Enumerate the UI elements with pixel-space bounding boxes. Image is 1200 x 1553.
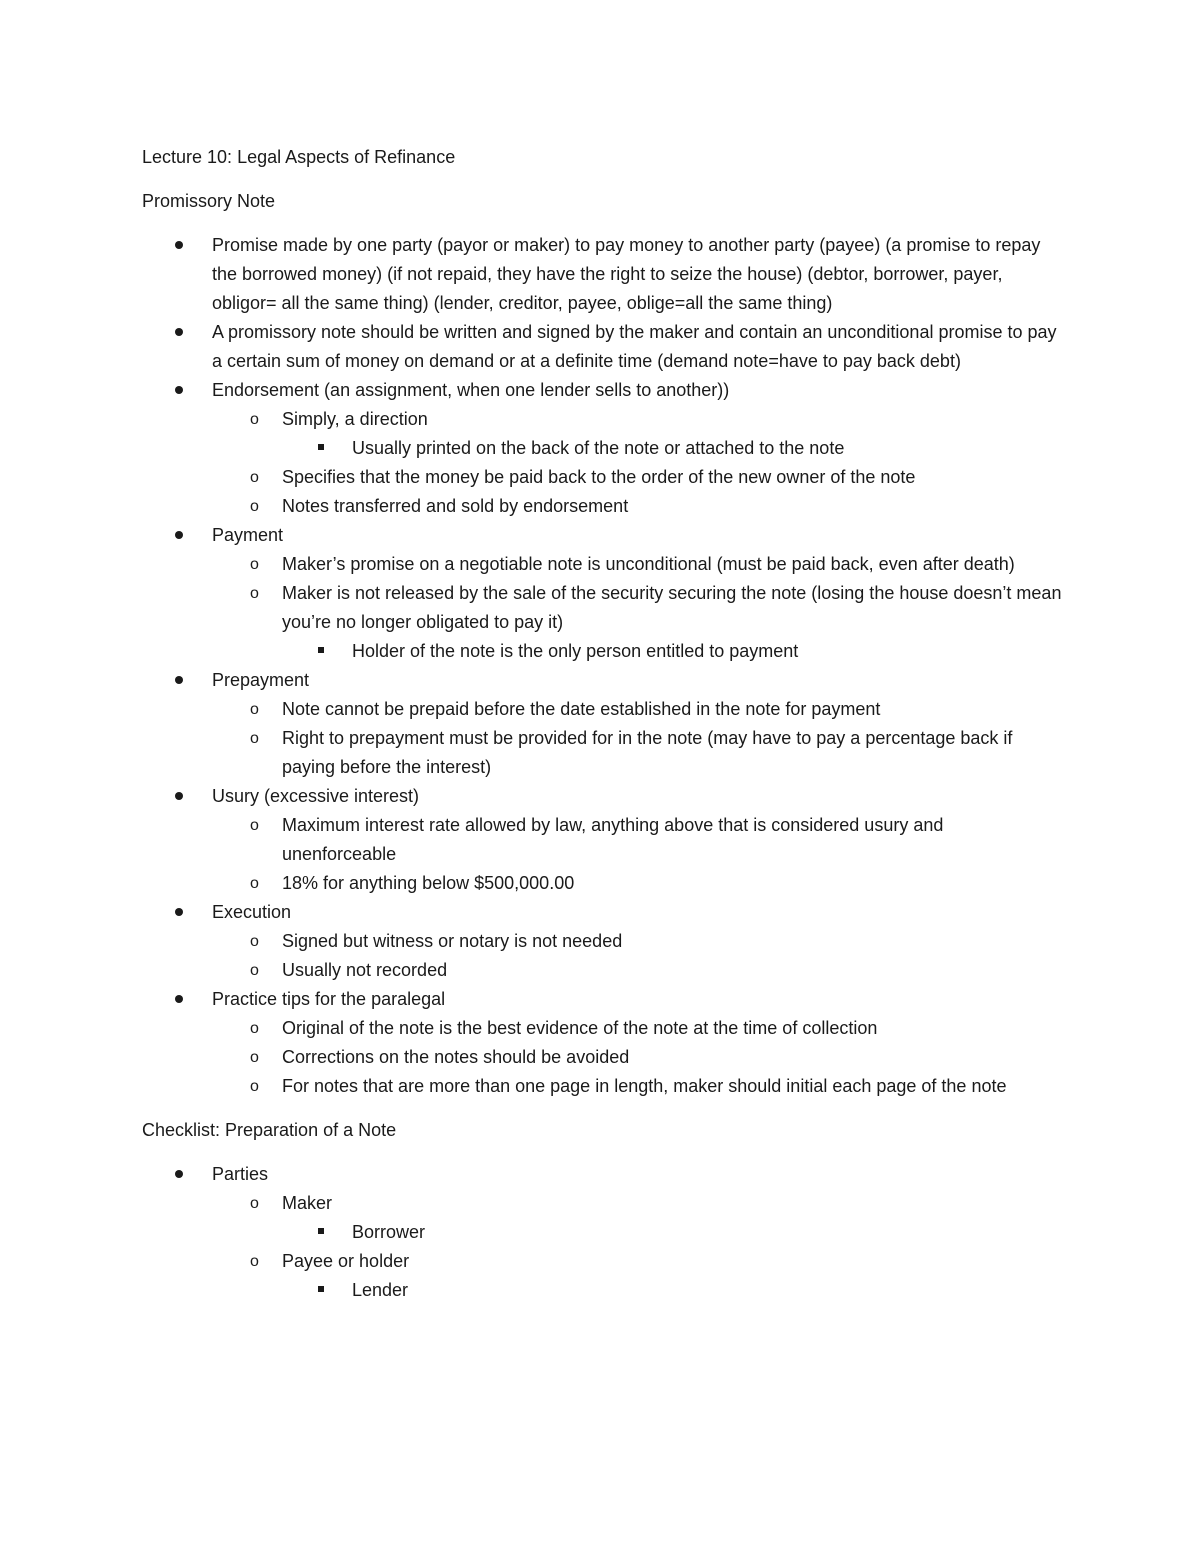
list-item-level-2 xyxy=(142,956,1062,985)
list-item-level-1 xyxy=(142,666,1062,695)
bullet-o-marker: o xyxy=(250,875,259,892)
list-item-text: Endorsement (an assignment, when one lender sells to another)) xyxy=(212,380,730,400)
bullet-dot-icon xyxy=(175,376,183,405)
list-item-level-1 xyxy=(142,1160,1062,1189)
list-item-level-1 xyxy=(142,521,1062,550)
list-item-level-2 xyxy=(142,1189,1062,1218)
list-item-text: Promise made by one party (payor or maker) to pay money to another party (payee) (a promise to repay the borrowed money) (if not repaid, they have the right to seize the house) (debtor, borrower, payer, obligor= all the same thing) (lender, creditor, payee, oblige=all the same thing) xyxy=(212,235,1041,313)
checklist-list xyxy=(142,1160,1062,1305)
list-item-text: Original of the note is the best evidence of the note at the time of collection xyxy=(282,1018,878,1038)
list-item-text: Signed but witness or notary is not needed xyxy=(282,931,623,951)
list-item-level-2 xyxy=(142,550,1062,579)
list-item-level-2 xyxy=(142,1043,1062,1072)
list-item-level-2 xyxy=(142,579,1062,637)
bullet-dot-icon xyxy=(175,898,183,927)
promissory-note-list xyxy=(142,231,1062,1101)
list-item-text: Prepayment xyxy=(212,670,310,690)
list-item-level-2 xyxy=(142,927,1062,956)
bullet-o-marker: o xyxy=(250,1253,259,1270)
bullet-o-marker: o xyxy=(250,556,259,573)
bullet-o-marker: o xyxy=(250,817,259,834)
list-item-text: 18% for anything below $500,000.00 xyxy=(282,873,575,893)
bullet-dot-icon xyxy=(175,318,183,347)
list-item-level-1 xyxy=(142,782,1062,811)
list-item-text: Corrections on the notes should be avoided xyxy=(282,1047,630,1067)
list-item-level-2 xyxy=(142,463,1062,492)
list-item-text: Specifies that the money be paid back to the order of the new owner of the note xyxy=(282,467,916,487)
bullet-dot-icon xyxy=(175,666,183,695)
list-item-text: Holder of the note is the only person entitled to payment xyxy=(352,641,799,661)
list-item-level-1 xyxy=(142,231,1062,318)
list-item-text: Borrower xyxy=(352,1222,426,1242)
list-item-level-2 xyxy=(142,1247,1062,1276)
list-item-text: Maker is not released by the sale of the security securing the note (losing the house doesn’t mean you’re no longer obligated to pay it) xyxy=(282,583,1062,632)
list-item-text: Note cannot be prepaid before the date established in the note for payment xyxy=(282,699,881,719)
bullet-square-icon xyxy=(318,1218,324,1247)
list-item-text: Usually not recorded xyxy=(282,960,448,980)
bullet-dot-icon xyxy=(175,521,183,550)
bullet-o-marker: o xyxy=(250,701,259,718)
bullet-o-marker: o xyxy=(250,1195,259,1212)
bullet-o-marker: o xyxy=(250,1020,259,1037)
list-item-text: Payee or holder xyxy=(282,1251,410,1271)
list-item-level-2 xyxy=(142,1072,1062,1101)
bullet-square-icon xyxy=(318,637,324,666)
list-item-level-2 xyxy=(142,405,1062,434)
list-item-text: Simply, a direction xyxy=(282,409,428,429)
list-item-level-1 xyxy=(142,376,1062,405)
bullet-o-marker: o xyxy=(250,469,259,486)
list-item-level-2 xyxy=(142,492,1062,521)
list-item-text: Practice tips for the paralegal xyxy=(212,989,446,1009)
bullet-square-icon xyxy=(318,434,324,463)
list-item-level-2 xyxy=(142,869,1062,898)
bullet-dot-icon xyxy=(175,1160,183,1189)
list-item-text: A promissory note should be written and signed by the maker and contain an unconditional promise to pay a certain sum of money on demand or at a definite time (demand note=have to pay back debt) xyxy=(212,322,1057,371)
document-content xyxy=(142,143,1062,1305)
bullet-o-marker: o xyxy=(250,962,259,979)
list-item-level-2 xyxy=(142,811,1062,869)
bullet-o-marker: o xyxy=(250,730,259,747)
list-item-text: Usually printed on the back of the note or attached to the note xyxy=(352,438,845,458)
list-item-level-1 xyxy=(142,985,1062,1014)
list-item-level-2 xyxy=(142,724,1062,782)
bullet-dot-icon xyxy=(175,231,183,260)
list-item-text: Payment xyxy=(212,525,284,545)
section-heading-promissory-note: Promissory Note xyxy=(142,191,276,211)
lecture-title: Lecture 10: Legal Aspects of Refinance xyxy=(142,147,456,167)
list-item-level-3 xyxy=(142,637,1062,666)
list-item-level-3 xyxy=(142,1276,1062,1305)
bullet-o-marker: o xyxy=(250,1049,259,1066)
list-item-text: Notes transferred and sold by endorsement xyxy=(282,496,629,516)
list-item-text: Execution xyxy=(212,902,292,922)
list-item-level-2 xyxy=(142,1014,1062,1043)
list-item-text: Usury (excessive interest) xyxy=(212,786,420,806)
bullet-o-marker: o xyxy=(250,411,259,428)
bullet-o-marker: o xyxy=(250,585,259,602)
list-item-text: Lender xyxy=(352,1280,409,1300)
bullet-dot-icon xyxy=(175,985,183,1014)
bullet-square-icon xyxy=(318,1276,324,1305)
list-item-level-3 xyxy=(142,1218,1062,1247)
list-item-level-1 xyxy=(142,898,1062,927)
bullet-o-marker: o xyxy=(250,1078,259,1095)
list-item-text: Maximum interest rate allowed by law, anything above that is considered usury and unenforceable xyxy=(282,815,944,864)
bullet-o-marker: o xyxy=(250,933,259,950)
list-item-level-1 xyxy=(142,318,1062,376)
list-item-level-3 xyxy=(142,434,1062,463)
list-item-text: Maker’s promise on a negotiable note is unconditional (must be paid back, even after death) xyxy=(282,554,1015,574)
bullet-dot-icon xyxy=(175,782,183,811)
section-heading-checklist: Checklist: Preparation of a Note xyxy=(142,1120,397,1140)
bullet-o-marker: o xyxy=(250,498,259,515)
list-item-text: Right to prepayment must be provided for in the note (may have to pay a percentage back if paying before the interest) xyxy=(282,728,1013,777)
list-item-level-2 xyxy=(142,695,1062,724)
list-item-text: Maker xyxy=(282,1193,333,1213)
list-item-text: Parties xyxy=(212,1164,269,1184)
list-item-text: For notes that are more than one page in length, maker should initial each page of the note xyxy=(282,1076,1007,1096)
